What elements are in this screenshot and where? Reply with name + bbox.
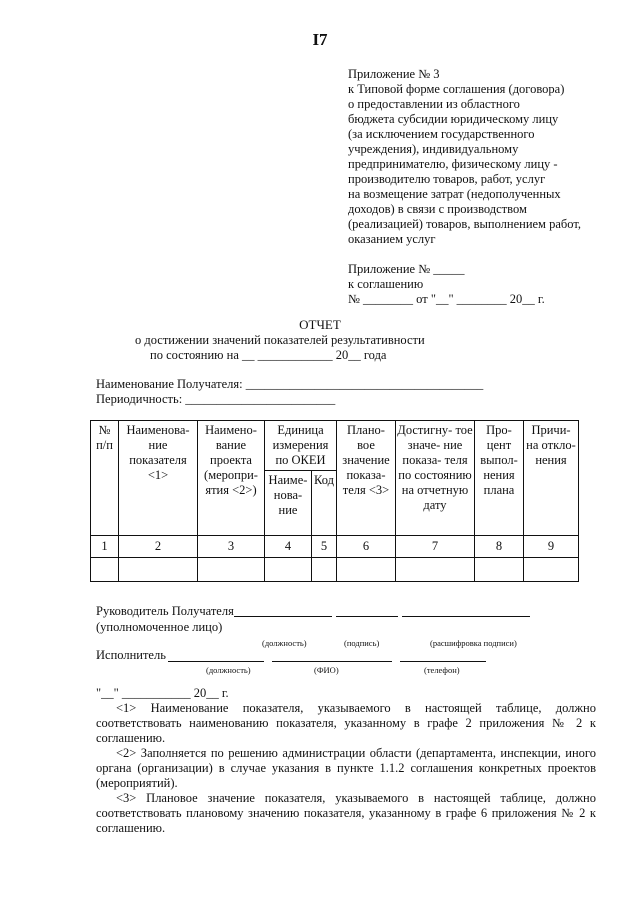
appendix-line: (реализацией) товаров, выполнением работ, xyxy=(348,217,581,231)
appendix2-line2: к соглашению xyxy=(348,277,424,291)
appendix-line: бюджета субсидии юридическому лицу xyxy=(348,112,559,126)
empty-cell xyxy=(524,558,579,582)
caption-fio: (ФИО) xyxy=(314,665,339,675)
col-number: 8 xyxy=(475,536,524,558)
periodicity-field: Периодичность: ________________________ xyxy=(96,392,336,406)
position-line xyxy=(234,616,332,617)
header-percent: Про- цент выпол- нения плана xyxy=(475,421,524,536)
decode-line xyxy=(402,616,530,617)
appendix-line: предпринимателю, физическому лицу - xyxy=(348,157,558,171)
header-plan: Плано- вое значение показа- теля <3> xyxy=(337,421,396,536)
empty-cell xyxy=(337,558,396,582)
empty-cell xyxy=(198,558,265,582)
header-unit-code: Код xyxy=(312,471,337,536)
header-achieved: Достигну- тое значе- ние показа- теля по состоянию на отчетную дату xyxy=(396,421,475,536)
appendix2-line1: Приложение № _____ xyxy=(348,262,465,276)
report-date-line: по состоянию на __ ____________ 20__ года xyxy=(150,348,387,362)
empty-cell xyxy=(265,558,312,582)
recipient-field: Наименование Получателя: ______________________________________ xyxy=(96,377,484,391)
col-number: 4 xyxy=(265,536,312,558)
header-indicator-name: Наименова- ние показателя <1> xyxy=(119,421,198,536)
col-number: 7 xyxy=(396,536,475,558)
appendix-line: о предоставлении из областного xyxy=(348,97,520,111)
col-number: 2 xyxy=(119,536,198,558)
col-number: 9 xyxy=(524,536,579,558)
caption-signature: (подпись) xyxy=(344,638,380,648)
caption-position2: (должность) xyxy=(206,665,251,675)
header-reason: Причи- на откло- нения xyxy=(524,421,579,536)
empty-cell xyxy=(91,558,119,582)
executor-label: Исполнитель xyxy=(96,648,166,662)
col-number: 3 xyxy=(198,536,265,558)
executor-position-line xyxy=(168,661,264,662)
page-number: I7 xyxy=(312,30,328,49)
footnote-1: <1> Наименование показателя, указываемого в настоящей таблице, должно соответствовать наименованию показателя, указанному в графе 2 приложения № 2 к соглашению. xyxy=(96,701,596,745)
appendix-block xyxy=(348,67,618,247)
header-unit-name: Наиме- нова- ние xyxy=(265,471,312,536)
executor-fio-line xyxy=(272,661,392,662)
appendix-line: производителю товаров, работ, услуг xyxy=(348,172,546,186)
header-project: Наимено- вание проекта (меропри- ятия <2>) xyxy=(198,421,265,536)
caption-position: (должность) xyxy=(262,638,307,648)
report-subtitle: о достижении значений показателей результативности xyxy=(135,333,425,347)
date-line: "__" ___________ 20__ г. xyxy=(96,686,229,700)
appendix-line: на возмещение затрат (недополученных xyxy=(348,187,561,201)
footnotes xyxy=(96,701,596,836)
appendix-line: (за исключением государственного xyxy=(348,127,535,141)
header-num: № п/п xyxy=(91,421,119,536)
caption-phone: (телефон) xyxy=(424,665,460,675)
appendix-line: к Типовой форме соглашения (договора) xyxy=(348,82,565,96)
appendix2-block xyxy=(348,262,618,307)
head-label: Руководитель Получателя xyxy=(96,604,234,618)
report-table xyxy=(90,420,579,582)
col-number: 5 xyxy=(312,536,337,558)
col-number: 1 xyxy=(91,536,119,558)
appendix-line: учреждения), индивидуальному xyxy=(348,142,519,156)
appendix-line: Приложение № 3 xyxy=(348,67,440,81)
report-title: ОТЧЕТ xyxy=(299,317,341,332)
empty-cell xyxy=(119,558,198,582)
footnote-2: <2> Заполняется по решению администрации области (департамента, инспекции, иного органа (организации) в случае указания в пункте 1.1.2 соглашения конкретных проектов (мероприятий). xyxy=(96,746,596,790)
executor-phone-line xyxy=(400,661,486,662)
appendix2-line3: № ________ от "__" ________ 20__ г. xyxy=(348,292,545,306)
empty-cell xyxy=(475,558,524,582)
col-number: 6 xyxy=(337,536,396,558)
signature-line xyxy=(336,616,398,617)
head-sublabel: (уполномоченное лицо) xyxy=(96,620,223,634)
empty-cell xyxy=(312,558,337,582)
footnote-3: <3> Плановое значение показателя, указываемого в настоящей таблице, должно соответствовать плановому значению показателя, указанному в графе 6 приложения № 2 к соглашению. xyxy=(96,791,596,835)
caption-decode: (расшифровка подписи) xyxy=(430,638,517,648)
appendix-line: доходов) в связи с производством xyxy=(348,202,527,216)
header-unit: Единица измерения по ОКЕИ xyxy=(265,421,337,471)
appendix-line: оказанием услуг xyxy=(348,232,436,246)
empty-cell xyxy=(396,558,475,582)
